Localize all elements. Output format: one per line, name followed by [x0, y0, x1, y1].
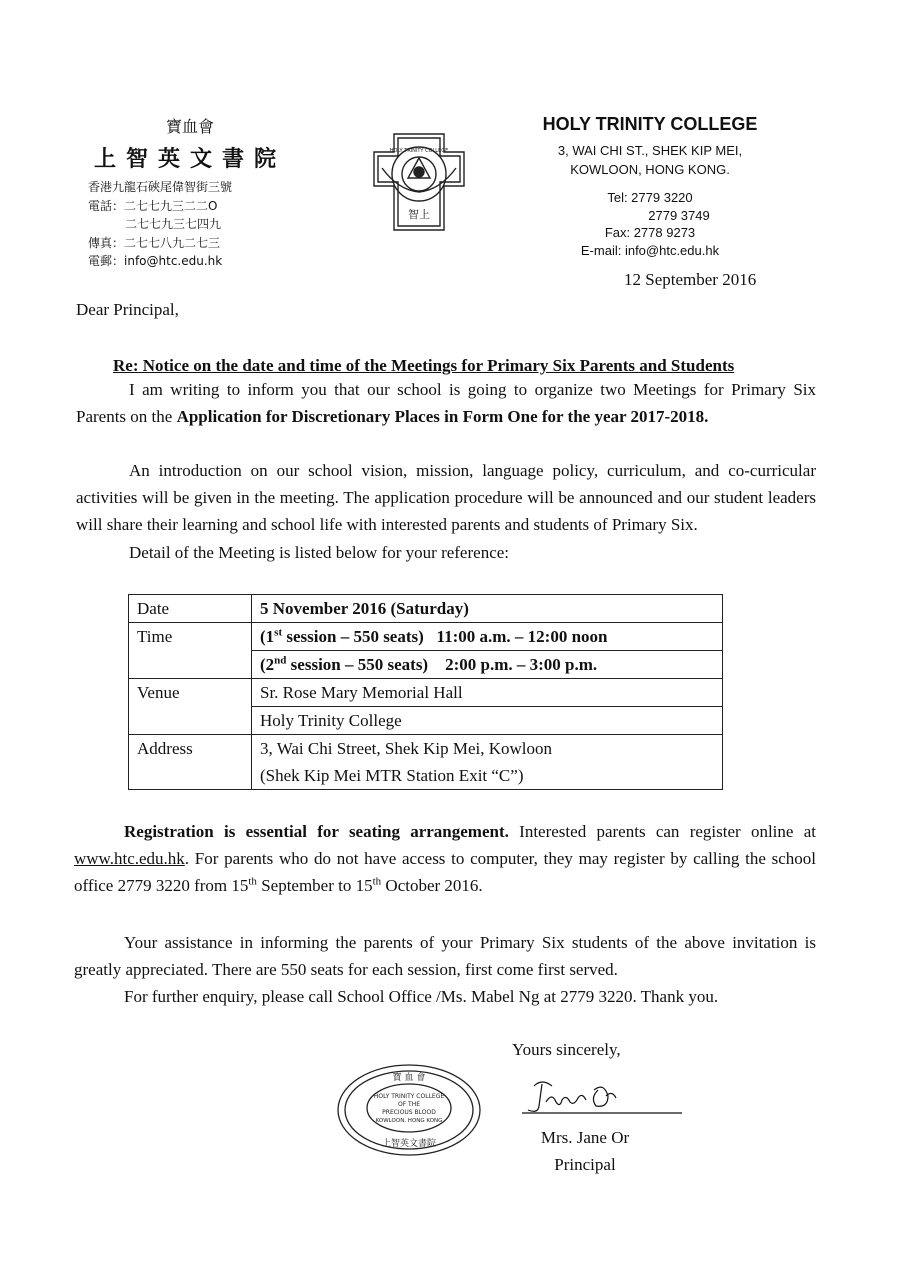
- table-cell-session-2: (2nd session – 550 seats) 2:00 p.m. – 3:00 p.m.: [252, 651, 723, 679]
- table-cell-label: Address: [129, 735, 252, 763]
- table-cell-label: Time: [129, 623, 252, 651]
- svg-text:寶 血 會: 寶 血 會: [392, 1073, 426, 1083]
- table-cell-empty: [129, 762, 252, 790]
- svg-text:KOWLOON, HONG KONG: KOWLOON, HONG KONG: [375, 1118, 443, 1124]
- fax-chinese: 傳真：二七七八九二七三: [88, 235, 221, 250]
- paragraph-intro: [76, 376, 816, 430]
- tel-english-2: 2779 3749: [648, 207, 710, 223]
- paragraph-assistance: Your assistance in informing the parents of your Primary Six students of the above invitation is greatly appreciated. There are 550 seats for each session, first come first served.: [74, 933, 816, 979]
- svg-text:OF THE: OF THE: [397, 1101, 421, 1108]
- address-line-1: 3, WAI CHI ST., SHEK KIP MEI,: [557, 143, 743, 158]
- email-chinese: 電郵：info@htc.edu.hk: [88, 254, 223, 268]
- table-row: [129, 679, 723, 707]
- contact-chinese: [88, 178, 298, 271]
- closing-phrase: Yours sincerely,: [512, 1040, 621, 1059]
- table-cell-label: Venue: [129, 679, 252, 707]
- signature: [512, 1072, 692, 1122]
- tel-english-1: Tel: 2779 3220: [607, 190, 693, 205]
- contact-english: [500, 189, 800, 259]
- school-name-english: HOLY TRINITY COLLEGE: [542, 114, 758, 134]
- paragraph-details: An introduction on our school vision, mission, language policy, curriculum, and co-curricular activities will be given in the meeting. The application procedure will be announced and our student leaders will share their learning and school life with interested parents and students of Primary Six.: [76, 461, 816, 534]
- subject-line: Re: Notice on the date and time of the Meetings for Primary Six Parents and Students: [113, 356, 735, 375]
- table-cell-date: 5 November 2016 (Saturday): [252, 595, 723, 623]
- table-row: [129, 707, 723, 735]
- registration-bold: Registration is essential for seating arrangement.: [124, 822, 509, 841]
- signatory-name: Mrs. Jane Or: [540, 1128, 630, 1147]
- table-row: [129, 595, 723, 623]
- address-line-2: KOWLOON, HONG KONG.: [570, 162, 730, 177]
- svg-text:上智英文書院: 上智英文書院: [381, 1139, 437, 1149]
- svg-text:PRECIOUS BLOOD: PRECIOUS BLOOD: [382, 1109, 436, 1116]
- table-row: [129, 735, 723, 763]
- paragraph-intro-text: I am writing to inform you that our school is going to organize two Meetings for Primary Six Parents on the: [76, 380, 816, 426]
- school-seal-stamp: [336, 1062, 482, 1158]
- paragraph-intro-bold: Application for Discretionary Places in Form One for the year 2017-2018.: [176, 407, 709, 426]
- table-cell-address-2: (Shek Kip Mei MTR Station Exit “C”): [252, 762, 723, 790]
- table-cell-label: Date: [129, 595, 252, 623]
- crest-motto: 智上: [408, 208, 430, 221]
- table-cell-venue-1: Sr. Rose Mary Memorial Hall: [252, 679, 723, 707]
- paragraph-table-intro: Detail of the Meeting is listed below for your reference:: [129, 543, 510, 562]
- email-english: E-mail: info@htc.edu.hk: [580, 242, 720, 258]
- address-chinese: 香港九龍石硤尾偉智街三號: [88, 180, 233, 194]
- org-name-chinese: 寶血會: [165, 117, 214, 136]
- fax-english: Fax: 2778 9273: [604, 225, 696, 240]
- table-cell-venue-2: Holy Trinity College: [252, 707, 723, 735]
- signatory-title: Principal: [554, 1155, 616, 1174]
- table-row: [129, 762, 723, 790]
- signatory: [520, 1124, 650, 1178]
- paragraph-enquiry: For further enquiry, please call School Office /Ms. Mabel Ng at 2779 3220. Thank you.: [124, 987, 719, 1006]
- table-cell-empty: [129, 707, 252, 735]
- school-name-chinese: 上智英文書院: [93, 147, 286, 172]
- tel-chinese-2: 二七七九三七四九: [125, 217, 222, 231]
- letter-date: 12 September 2016: [624, 270, 757, 289]
- table-row: [129, 623, 723, 651]
- table-row: [129, 651, 723, 679]
- table-cell-session-1: (1st session – 550 seats) 11:00 a.m. – 12:00 noon: [252, 623, 723, 651]
- salutation: Dear Principal,: [76, 300, 179, 319]
- tel-chinese-1: 電話：二七七九三二二O: [88, 198, 218, 213]
- table-cell-empty: [129, 651, 252, 679]
- paragraph-registration: Registration is essential for seating arrangement. Interested parents can register online at www.htc.edu.hk. For parents who do not have access to computer, they may register by calling the school office 2779 3220 from 15th September to 15th October 2016.: [74, 822, 816, 895]
- website-link[interactable]: www.htc.edu.hk: [74, 849, 185, 868]
- letterhead-english: [500, 114, 800, 259]
- crest-text: HOLY TRINITY COLLEGE: [389, 148, 449, 154]
- svg-text:HOLY TRINITY COLLEGE: HOLY TRINITY COLLEGE: [373, 1093, 445, 1100]
- meeting-details-table: [128, 594, 723, 790]
- school-crest-logo: [368, 128, 470, 240]
- table-cell-address-1: 3, Wai Chi Street, Shek Kip Mei, Kowloon: [252, 735, 723, 763]
